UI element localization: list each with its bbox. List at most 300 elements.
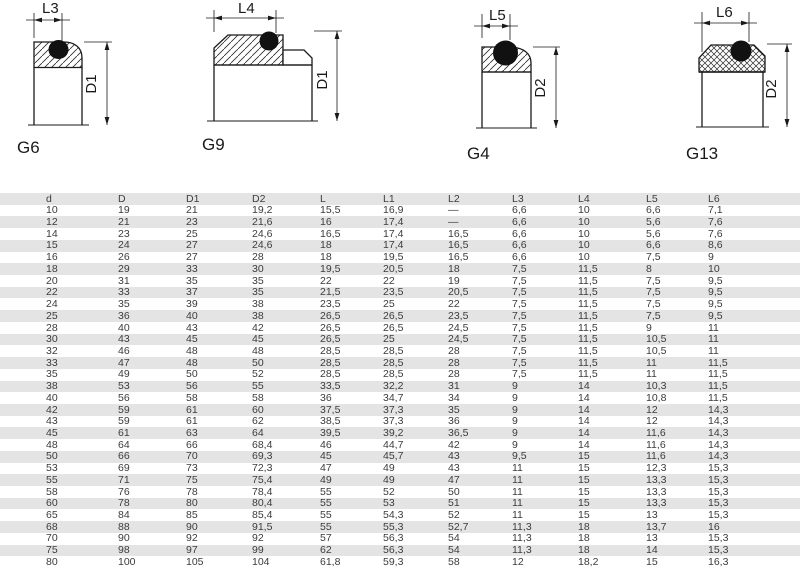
col-header-L: L xyxy=(320,193,326,205)
col-header-L3: L3 xyxy=(512,193,524,205)
dimension-cell: 11,6 xyxy=(646,439,666,451)
arrow-left-icon xyxy=(482,24,490,29)
dimension-cell: 6,6 xyxy=(512,216,527,229)
dimension-cell: 7,1 xyxy=(708,204,723,217)
dimension-cell: 33 xyxy=(46,357,58,369)
col-header-L1: L1 xyxy=(383,193,395,205)
dimension-cell: 28 xyxy=(46,321,58,334)
dimension-cell: 10 xyxy=(578,204,590,217)
dimension-cell: 43 xyxy=(448,450,460,463)
dimension-cell: 20,5 xyxy=(448,286,469,299)
dimension-cell: 65 xyxy=(46,509,58,522)
dimension-cell: 98 xyxy=(118,544,130,557)
dimension-cell: 100 xyxy=(118,556,136,568)
dimension-cell: 11,5 xyxy=(708,368,728,381)
dimension-cell: 11,5 xyxy=(578,345,598,357)
dimension-cell: 10 xyxy=(578,239,590,252)
arrow-up-icon xyxy=(105,42,110,50)
arrow-down-icon xyxy=(335,113,340,121)
dimension-cell: 99 xyxy=(252,544,264,557)
dimension-cell: 7,5 xyxy=(512,368,527,381)
dimension-cell: — xyxy=(448,216,459,229)
dimension-cell: 47 xyxy=(118,357,130,369)
table-row xyxy=(0,474,800,486)
dimension-cell: 10,5 xyxy=(646,333,667,346)
dimension-cell: 42 xyxy=(46,403,58,416)
dimension-cell: 42 xyxy=(252,321,264,334)
table-row xyxy=(0,498,800,510)
dimension-cell: 10,3 xyxy=(646,380,667,393)
dimension-cell: 9 xyxy=(512,392,518,404)
dimension-cell: 85 xyxy=(186,509,198,522)
table-row xyxy=(0,533,800,545)
dimension-cell: 24,5 xyxy=(448,321,469,334)
dimension-cell: 22 xyxy=(320,275,332,287)
dimension-cell: 61 xyxy=(118,427,130,439)
col-header-D2: D2 xyxy=(252,193,266,205)
dimension-cell: 7,5 xyxy=(646,286,661,299)
table-row xyxy=(0,416,800,428)
dimension-cell: 45 xyxy=(186,333,198,346)
table-row xyxy=(0,298,800,310)
dimension-cell: 24,6 xyxy=(252,228,273,240)
dimension-cell: 45,7 xyxy=(383,450,404,463)
dimension-cell: 18 xyxy=(578,532,590,545)
dimension-cell: 97 xyxy=(186,544,198,557)
dimension-cell: 38 xyxy=(252,298,264,311)
dimension-cell: 50 xyxy=(46,450,58,463)
dimension-cell: 38 xyxy=(252,310,264,322)
dimension-cell: 32,2 xyxy=(383,380,404,393)
dimension-cell: 55,3 xyxy=(383,521,404,533)
dimension-cell: 91,5 xyxy=(252,521,273,533)
table-row xyxy=(0,463,800,475)
table-body xyxy=(0,205,800,568)
dimension-cell: 12 xyxy=(646,415,658,428)
dimension-cell: 55 xyxy=(46,474,58,486)
dimension-cell: 37,5 xyxy=(320,403,341,416)
dimension-cell: 20 xyxy=(46,275,58,287)
dimension-cell: 46 xyxy=(118,345,130,357)
dimension-cell: 13,3 xyxy=(646,485,667,498)
dimension-cell: 62 xyxy=(320,544,332,557)
g6-width-dim-label: L3 xyxy=(42,0,59,17)
dimension-cell: 15 xyxy=(46,239,58,252)
dimension-cell: 9 xyxy=(512,439,518,451)
dimension-cell: 33 xyxy=(118,286,130,299)
dimension-cell: 52 xyxy=(252,368,264,381)
table-row xyxy=(0,486,800,498)
dimension-cell: 10,5 xyxy=(646,345,667,357)
dimension-cell: 52,7 xyxy=(448,521,469,533)
dimension-cell: 11,5 xyxy=(708,380,728,393)
col-header-L5: L5 xyxy=(646,193,658,205)
dimension-cell: 35 xyxy=(118,298,130,311)
dimension-cell: 36 xyxy=(448,415,460,428)
dimension-cell: 63 xyxy=(186,427,198,439)
dimension-cell: 5,6 xyxy=(646,228,661,240)
dimension-cell: 9,5 xyxy=(708,310,723,322)
dimension-cell: 6,6 xyxy=(512,204,527,217)
dimension-cell: 59,3 xyxy=(383,556,404,568)
dimension-cell: 12,3 xyxy=(646,462,667,475)
dimension-cell: 11 xyxy=(512,485,523,498)
dimension-cell: 14 xyxy=(578,380,590,393)
dimension-table xyxy=(0,193,800,568)
g9-profile-label: G9 xyxy=(202,135,225,154)
dimension-cell: 25 xyxy=(46,310,58,322)
dimension-cell: 7,5 xyxy=(512,298,527,311)
g6-extension-lines xyxy=(34,13,62,44)
table-row xyxy=(0,263,800,275)
dimension-cell: 26,5 xyxy=(383,321,404,334)
dimension-cell: 28 xyxy=(448,357,460,369)
dimension-cell: 90 xyxy=(118,532,130,545)
dimension-cell: 70 xyxy=(186,450,198,463)
dimension-cell: 92 xyxy=(186,532,198,545)
dimension-cell: 60 xyxy=(252,403,264,416)
dimension-cell: 11 xyxy=(512,497,523,510)
dimension-cell: 90 xyxy=(186,521,198,533)
g9-diagram xyxy=(202,0,342,154)
dimension-cell: 13 xyxy=(646,532,658,545)
dimension-cell: 19 xyxy=(448,275,460,287)
dimension-cell: 80 xyxy=(46,556,58,568)
dimension-cell: 28,5 xyxy=(320,357,341,369)
dimension-cell: 15,3 xyxy=(708,485,729,498)
dimension-cell: 15,3 xyxy=(708,462,729,475)
dimension-cell: 37,3 xyxy=(383,415,404,428)
dimension-cell: 6,6 xyxy=(646,239,661,252)
dimension-cell: 28,5 xyxy=(383,368,404,381)
table-row xyxy=(0,404,800,416)
dimension-cell: 47 xyxy=(448,474,460,486)
dimension-cell: 61 xyxy=(186,403,198,416)
dimension-cell: 11,5 xyxy=(578,357,598,369)
arrow-up-icon xyxy=(785,44,790,52)
dimension-cell: 31 xyxy=(448,380,460,393)
dimension-cell: 18,2 xyxy=(578,556,599,568)
dimension-cell: 9 xyxy=(512,380,518,393)
dimension-cell: 43 xyxy=(46,415,58,428)
g9-height-dim-label: D1 xyxy=(314,70,331,90)
dimension-cell: 10 xyxy=(578,216,590,229)
dimension-cell: 11,6 xyxy=(646,427,666,439)
dimension-cell: 11,5 xyxy=(578,263,598,275)
dimension-cell: 84 xyxy=(118,509,130,522)
dimension-cell: — xyxy=(448,204,459,217)
dimension-cell: 28 xyxy=(448,345,460,357)
dimension-cell: 17,4 xyxy=(383,239,404,252)
g4-o-ring xyxy=(493,41,518,66)
dimension-cell: 7,5 xyxy=(512,333,527,346)
dimension-cell: 23,5 xyxy=(320,298,341,311)
g9-width-dim-label: L4 xyxy=(238,0,255,17)
dimension-cell: 58 xyxy=(186,392,198,404)
dimension-cell: 43 xyxy=(118,333,130,346)
dimension-cell: 55 xyxy=(252,380,264,393)
g13-profile-label: G13 xyxy=(686,144,719,163)
dimension-cell: 8 xyxy=(646,263,652,275)
dimension-cell: 40 xyxy=(186,310,198,322)
dimension-cell: 12 xyxy=(512,556,524,568)
dimension-cell: 13,3 xyxy=(646,497,667,510)
dimension-cell: 23,5 xyxy=(383,286,404,299)
dimension-cell: 16 xyxy=(46,251,58,264)
dimension-cell: 18 xyxy=(320,251,332,264)
dimension-cell: 16,5 xyxy=(448,239,469,252)
dimension-cell: 10 xyxy=(46,204,58,217)
dimension-cell: 16,5 xyxy=(320,228,341,240)
dimension-cell: 40 xyxy=(118,321,130,334)
dimension-cell: 26,5 xyxy=(320,310,341,322)
dimension-cell: 30 xyxy=(46,333,58,346)
arrow-right-icon xyxy=(741,21,749,26)
dimension-cell: 47 xyxy=(320,462,332,475)
table-row xyxy=(0,439,800,451)
g4-height-dim-label: D2 xyxy=(532,78,549,98)
dimension-cell: 27 xyxy=(186,251,198,264)
dimension-cell: 32 xyxy=(46,345,58,357)
arrow-down-icon xyxy=(785,119,790,127)
dimension-cell: 24,6 xyxy=(252,239,273,252)
table-row xyxy=(0,216,800,228)
arrow-down-icon xyxy=(554,120,559,128)
g9-o-ring xyxy=(260,32,279,51)
dimension-cell: 19,2 xyxy=(252,204,273,217)
dimension-cell: 80,4 xyxy=(252,497,273,510)
dimension-cell: 11 xyxy=(708,321,719,334)
dimension-cell: 51 xyxy=(448,497,460,510)
dimension-cell: 16 xyxy=(320,216,332,229)
dimension-cell: 14,3 xyxy=(708,427,729,439)
dimension-cell: 11,5 xyxy=(708,392,728,404)
dimension-cell: 42 xyxy=(448,439,460,451)
col-header-d: d xyxy=(46,193,52,205)
dimension-cell: 33 xyxy=(186,263,198,275)
dimension-cell: 7,5 xyxy=(512,321,527,334)
table-row xyxy=(0,252,800,264)
dimension-cell: 61,8 xyxy=(320,556,341,568)
dimension-cell: 15 xyxy=(578,474,590,486)
dimension-cell: 88 xyxy=(118,521,130,533)
dimension-cell: 23,5 xyxy=(448,310,469,322)
dimension-cell: 58 xyxy=(46,485,58,498)
dimension-cell: 9,5 xyxy=(708,298,723,311)
dimension-cell: 14 xyxy=(578,439,590,451)
dimension-cell: 14,3 xyxy=(708,439,729,451)
dimension-cell: 39,5 xyxy=(320,427,341,439)
dimension-cell: 14 xyxy=(578,415,590,428)
dimension-cell: 21,6 xyxy=(252,216,273,229)
dimension-cell: 19,5 xyxy=(320,263,341,275)
table-row xyxy=(0,545,800,557)
g6-profile-label: G6 xyxy=(17,138,40,157)
g13-body xyxy=(702,72,763,127)
dimension-cell: 39 xyxy=(186,298,198,311)
dimension-cell: 69,3 xyxy=(252,450,273,463)
dimension-cell: 13,7 xyxy=(646,521,667,533)
col-header-D: D xyxy=(118,193,126,205)
dimension-cell: 48 xyxy=(46,439,58,451)
dimension-cell: 34,7 xyxy=(383,392,404,404)
dimension-cell: 10,8 xyxy=(646,392,667,404)
dimension-cell: 28,5 xyxy=(320,345,341,357)
dimension-cell: 50 xyxy=(252,357,264,369)
dimension-cell: 14 xyxy=(578,392,590,404)
dimension-cell: 55 xyxy=(320,521,332,533)
arrow-down-icon xyxy=(105,117,110,125)
dimension-cell: 11,5 xyxy=(708,357,728,369)
table-row xyxy=(0,369,800,381)
dimension-cell: 15,3 xyxy=(708,532,729,545)
dimension-cell: 11 xyxy=(512,462,523,475)
dimension-cell: 11,5 xyxy=(578,286,598,299)
dimension-cell: 19 xyxy=(118,204,130,217)
dimension-cell: 105 xyxy=(186,556,204,568)
g4-diagram xyxy=(467,7,560,163)
dimension-cell: 72,3 xyxy=(252,462,273,475)
dimension-cell: 28,5 xyxy=(320,368,341,381)
dimension-cell: 18 xyxy=(578,521,590,533)
dimension-cell: 43 xyxy=(448,462,460,475)
dimension-cell: 75 xyxy=(186,474,198,486)
dimension-cell: 59 xyxy=(118,403,130,416)
seal-profile-diagrams xyxy=(0,0,800,193)
dimension-cell: 11,5 xyxy=(578,298,598,311)
dimension-cell: 53 xyxy=(118,380,130,393)
dimension-cell: 6,6 xyxy=(512,251,527,264)
dimension-cell: 78 xyxy=(186,485,198,498)
dimension-cell: 56 xyxy=(186,380,198,393)
dimension-cell: 15 xyxy=(578,485,590,498)
g6-height-dim-label: D1 xyxy=(83,74,100,94)
dimension-cell: 7,5 xyxy=(646,251,661,264)
dimension-cell: 11,6 xyxy=(646,450,666,463)
dimension-cell: 11,3 xyxy=(512,521,532,533)
dimension-cell: 11 xyxy=(512,509,523,522)
dimension-cell: 45 xyxy=(46,427,58,439)
dimension-cell: 71 xyxy=(118,474,130,486)
dimension-cell: 18 xyxy=(578,544,590,557)
dimension-cell: 49 xyxy=(320,474,332,486)
table-row xyxy=(0,275,800,287)
dimension-cell: 15 xyxy=(646,556,658,568)
dimension-cell: 11,5 xyxy=(578,333,598,346)
dimension-cell: 54 xyxy=(448,544,460,557)
table-row xyxy=(0,310,800,322)
dimension-cell: 26,5 xyxy=(320,333,341,346)
dimension-cell: 49 xyxy=(383,474,395,486)
dimension-cell: 10 xyxy=(578,228,590,240)
dimension-cell: 7,5 xyxy=(646,310,661,322)
dimension-cell: 7,5 xyxy=(512,345,527,357)
dimension-cell: 78,4 xyxy=(252,485,273,498)
dimension-cell: 40 xyxy=(46,392,58,404)
arrow-up-icon xyxy=(335,31,340,39)
dimension-cell: 53 xyxy=(383,497,395,510)
dimension-cell: 28 xyxy=(448,368,460,381)
dimension-cell: 13 xyxy=(646,509,658,522)
dimension-cell: 12 xyxy=(46,216,58,229)
g6-o-ring xyxy=(49,40,69,59)
g13-diagram xyxy=(686,4,792,163)
dimension-cell: 46 xyxy=(320,439,332,451)
dimension-cell: 55 xyxy=(320,497,332,510)
table-row xyxy=(0,392,800,404)
dimension-cell: 30 xyxy=(252,263,264,275)
table-row xyxy=(0,228,800,240)
g6-body xyxy=(34,68,82,126)
dimension-cell: 75,4 xyxy=(252,474,273,486)
dimension-cell: 26,5 xyxy=(320,321,341,334)
arrow-left-icon xyxy=(34,18,42,23)
dimension-cell: 28 xyxy=(252,251,264,264)
dimension-cell: 9 xyxy=(512,427,518,439)
dimension-cell: 35 xyxy=(448,403,460,416)
dimension-cell: 22 xyxy=(383,275,395,287)
dimension-cell: 24,5 xyxy=(448,333,469,346)
dimension-cell: 14 xyxy=(46,228,58,240)
dimension-cell: 50 xyxy=(186,368,198,381)
dimension-cell: 57 xyxy=(320,532,332,545)
dimension-cell: 7,5 xyxy=(512,263,527,275)
dimension-cell: 36 xyxy=(320,392,332,404)
dimension-cell: 58 xyxy=(448,556,460,568)
dimension-cell: 39,2 xyxy=(383,427,404,439)
dimension-cell: 85,4 xyxy=(252,509,273,522)
g13-width-dim-label: L6 xyxy=(716,4,733,21)
arrow-right-icon xyxy=(502,24,510,29)
table-row xyxy=(0,381,800,393)
dimension-cell: 59 xyxy=(118,415,130,428)
dimension-cell: 35 xyxy=(252,275,264,287)
dimension-cell: 11,3 xyxy=(512,532,532,545)
dimension-cell: 45 xyxy=(320,450,332,463)
dimension-cell: 10 xyxy=(708,263,720,275)
dimension-cell: 21 xyxy=(118,216,130,229)
dimension-cell: 66 xyxy=(118,450,130,463)
dimension-cell: 60 xyxy=(46,497,58,510)
table-row xyxy=(0,334,800,346)
dimension-cell: 11,5 xyxy=(578,321,598,334)
g6-diagram xyxy=(17,0,112,157)
dimension-cell: 37 xyxy=(186,286,198,299)
dimension-cell: 56,3 xyxy=(383,544,404,557)
table-row xyxy=(0,345,800,357)
dimension-cell: 9 xyxy=(512,415,518,428)
dimension-cell: 18 xyxy=(46,263,58,275)
dimension-cell: 15,3 xyxy=(708,474,729,486)
dimension-cell: 16,3 xyxy=(708,556,729,568)
table-row xyxy=(0,357,800,369)
dimension-cell: 55 xyxy=(320,509,332,522)
g9-body xyxy=(214,65,312,121)
dimension-cell: 15,3 xyxy=(708,544,729,557)
dimension-cell: 24 xyxy=(46,298,58,311)
dimension-cell: 14,3 xyxy=(708,450,729,463)
table-row xyxy=(0,427,800,439)
dimension-cell: 9,5 xyxy=(708,286,723,299)
table-row xyxy=(0,287,800,299)
dimension-cell: 16 xyxy=(708,521,720,533)
dimension-cell: 6,6 xyxy=(646,204,661,217)
dimension-cell: 12 xyxy=(646,403,658,416)
dimension-cell: 15,5 xyxy=(320,204,341,217)
dimension-cell: 21,5 xyxy=(320,286,341,299)
dimension-cell: 14,3 xyxy=(708,403,729,416)
dimension-cell: 64 xyxy=(252,427,264,439)
